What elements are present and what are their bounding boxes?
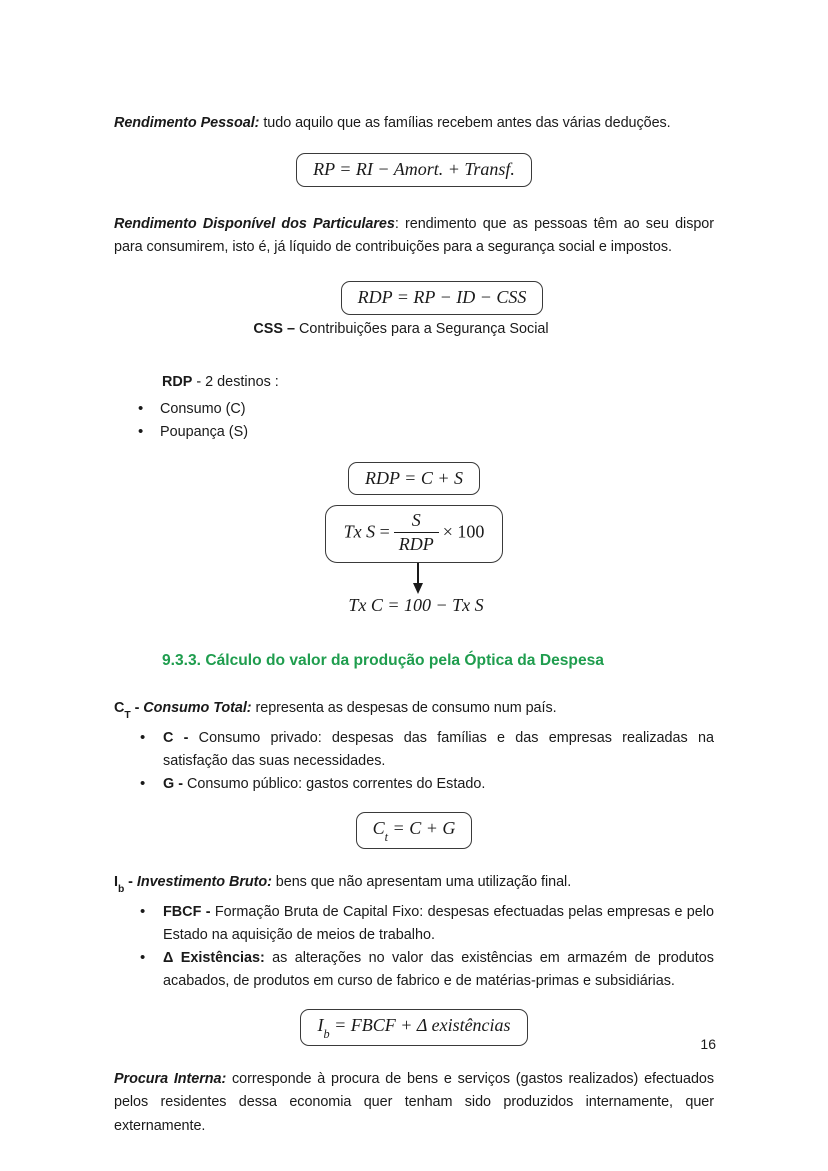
spacer [114,993,714,1009]
formula-row-rdp [114,281,742,315]
formula-ct-sub: t [384,829,389,844]
formula-txs-times: × 100 [442,521,485,542]
investimento-bruto-text: bens que não apresentam uma utilização final. [271,874,572,891]
formula-ib-rhs: = FBCF + Δ existências [329,1014,511,1035]
spacer [114,616,714,650]
fraction-numerator: S [394,510,439,533]
page-number: 16 [700,1036,716,1052]
rdp-destinos-label [114,371,714,394]
formula-row-ib [114,1009,714,1046]
consumo-total-label: Consumo Total: [143,700,252,717]
rdp-destinos-list [114,398,714,444]
list-item-bold: Δ Existências: [163,949,265,966]
paragraph-consumo-total [114,697,714,723]
formula-txc: Tx C = 100 − Tx S [348,594,484,615]
procura-interna-label: Procura Interna: [114,1070,227,1087]
spacer [114,341,714,371]
list-item-text: as alterações no valor das existências em armazém de produtos acabados, de produtos em curso de fabrico e de matérias-primas e subsidiárias. [163,949,714,989]
investimento-bruto-symbol-sub: b [117,884,125,895]
paragraph-rendimento-pessoal [114,112,714,135]
consumo-total-text: representa as despesas de consumo num país. [251,700,557,717]
list-item [114,773,714,796]
formula-ct-rhs: = C + G [388,818,456,839]
list-item [114,901,714,947]
formula-row-rp [114,153,714,187]
spacer [114,796,714,812]
fraction-s-over-rdp [394,510,439,554]
formula-row-rdp-sum [114,462,714,496]
fraction-denominator: RDP [398,533,434,554]
investimento-bruto-dash: - [124,874,137,891]
procura-interna-text: corresponde à procura de bens e serviços (gastos realizados) efectuados pelos residentes dessa economia quer tenham sido produzidos internamente, quer externamente. [114,1070,714,1134]
formula-ib-lhs: I [317,1014,324,1035]
list-item-bold: C - [163,730,199,747]
rdp-destinos-rest: - 2 destinos : [192,373,279,390]
list-item [114,398,714,421]
formula-box-rdp-sum: RDP = C + S [348,462,480,496]
formula-row-txs [114,505,714,562]
rendimento-pessoal-text: tudo aquilo que as famílias recebem antes das várias deduções. [259,115,671,131]
down-arrow-icon [411,563,425,595]
list-item [114,421,714,444]
caption-css-rest: Contribuições para a Segurança Social [295,320,549,337]
heading-9-3-3: 9.3.3. Cálculo do valor da produção pela Óptica da Despesa [162,651,604,669]
caption-css-bold: CSS – [253,320,295,337]
spacer [114,495,714,505]
list-item-label: Poupança (S) [160,423,248,440]
spacer [114,259,714,281]
rendimento-pessoal-label: Rendimento Pessoal: [114,115,260,131]
consumo-total-symbol-sub: T [124,710,131,722]
list-item [114,947,714,993]
rendimento-disponivel-text: : rendimento que as pessoas têm ao seu dispor para consumirem, isto é, já líquido de contribuições para a segurança social e impostos. [114,215,714,256]
rdp-destinos-bold: RDP [162,373,193,390]
formula-txs-lhs: Tx S [343,521,376,542]
investimento-bruto-symbol: I [114,874,118,891]
formula-box-txs [325,505,504,562]
investimento-bruto-label: Investimento Bruto: [136,874,272,891]
consumo-total-symbol: C [114,700,125,717]
formula-ib-sub: b [323,1026,330,1041]
spacer [114,187,714,213]
list-item-bold: G - [163,776,187,793]
spacer [114,671,714,697]
formula-box-ib [300,1009,527,1046]
list-item-text: Consumo público: gastos correntes do Estado. [186,776,486,793]
list-item-bold: FBCF - [163,903,215,920]
formula-txs-eq: = [379,521,390,542]
caption-css [114,319,714,341]
paragraph-rendimento-disponivel [114,213,714,260]
formula-box-ct [356,812,473,849]
arrow-head [413,583,423,594]
spacer [114,135,714,153]
list-item-text: Formação Bruta de Capital Fixo: despesas efectuadas pelas empresas e pelo Estado na aquisição de meios de trabalho. [163,903,715,943]
rendimento-disponivel-label: Rendimento Disponível dos Particulares [114,215,395,232]
paragraph-investimento-bruto [114,871,714,897]
investimento-bruto-list [114,901,714,993]
formula-box-rp: RP = RI − Amort. + Transf. [296,153,532,187]
spacer [114,849,714,871]
arrow-wrap [114,563,718,595]
list-item-text: Consumo privado: despesas das famílias e das empresas realizadas na satisfação das suas necessidades. [163,730,714,770]
spacer [114,1046,714,1068]
consumo-total-dash: - [130,700,144,717]
paragraph-procura-interna [114,1068,714,1138]
formula-ct-lhs: C [372,818,385,839]
formula-box-rdp: RDP = RP − ID − CSS [341,281,544,315]
spacer [114,444,714,462]
list-item [114,727,714,773]
document-body [114,112,714,1138]
list-item-label: Consumo (C) [160,400,246,417]
consumo-total-list [114,727,714,796]
formula-row-ct [114,812,714,849]
